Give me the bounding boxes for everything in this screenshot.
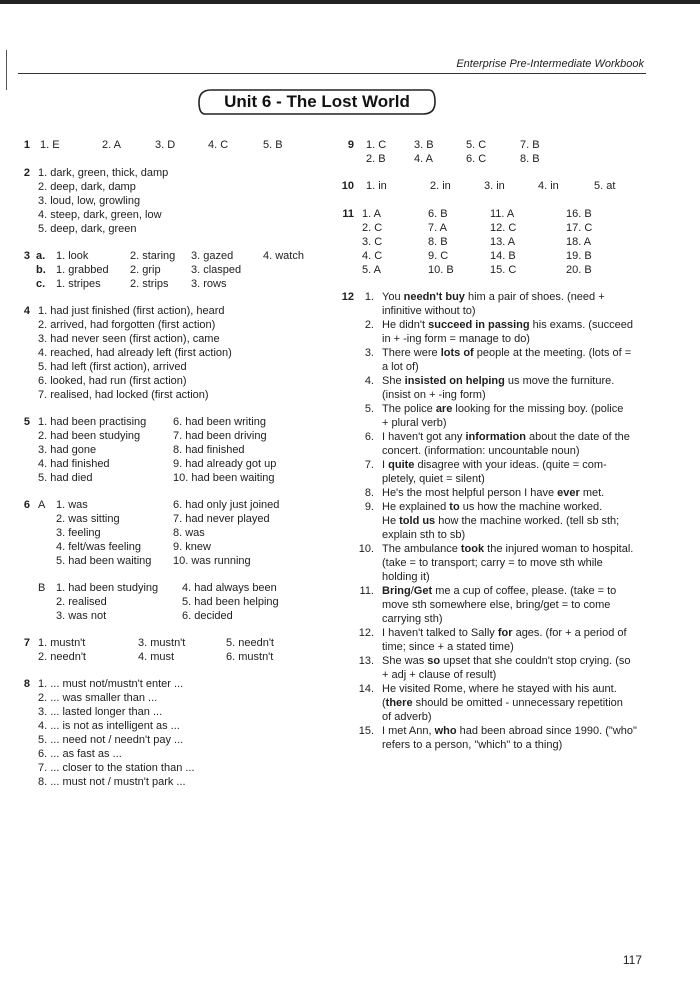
item-number: 4. (364, 375, 374, 387)
answer-item: 15. C (490, 264, 517, 276)
answer-text: move sth somewhere else, bring/get = to come (382, 599, 611, 611)
answer-item: 2. deep, dark, damp (38, 181, 136, 193)
answer-text: I met Ann, (382, 725, 435, 737)
answer-text: his exams. (succeed (529, 319, 633, 331)
answer-item: 18. A (566, 236, 592, 248)
answer-text: holding it) (382, 571, 430, 583)
answer-item: 1. had been practising (38, 416, 147, 428)
answer-item: 5. ... need not / needn't pay ... (38, 734, 184, 746)
answer-line (382, 361, 419, 374)
answer-item: 3. D (155, 139, 176, 151)
answer-text: / (410, 585, 414, 597)
answer-key-phrase: lots of (440, 347, 474, 359)
answer-item: 6. decided (182, 610, 233, 622)
answer-text: + adj + clause of result) (382, 669, 497, 681)
answer-item: 7. A (428, 222, 447, 234)
answer-text: He visited Rome, where he stayed with his aunt. (382, 683, 617, 695)
answer-item: 1. ... must not/mustn't enter ... (38, 678, 184, 690)
answer-line (382, 431, 630, 444)
answer-item: 16. B (566, 208, 592, 220)
answer-key-phrase: succeed in passing (428, 319, 530, 331)
answer-key-phrase: who (434, 725, 457, 737)
answer-line (382, 403, 623, 416)
answer-text: ( (382, 697, 386, 709)
answer-item: 1. had been studying (56, 582, 159, 594)
answer-item: 3. had gone (38, 444, 97, 456)
answer-text: carrying sth) (382, 613, 443, 625)
row-letter: a. (36, 250, 46, 262)
margin-mark (6, 50, 7, 90)
answer-item: 8. ... must not / mustn't park ... (38, 776, 186, 788)
answer-item: 19. B (566, 250, 592, 262)
answer-item: 2. needn't (38, 651, 86, 663)
answer-item: 2. realised (56, 596, 107, 608)
exercise-number: 1 (23, 139, 30, 151)
answer-item: 2. A (102, 139, 121, 151)
answer-text: met. (579, 487, 605, 499)
answer-item: 3. rows (191, 278, 227, 290)
answer-item: 5. deep, dark, green (38, 223, 137, 235)
answer-text: (take = to transport; carry = to move sth while (382, 557, 603, 569)
item-number: 2. (364, 319, 374, 331)
unit-title: Unit 6 - The Lost World (224, 92, 410, 111)
answer-line (382, 417, 447, 430)
answer-key-phrase: Bring (382, 585, 411, 597)
answer-item: 5. had left (first action), arrived (38, 361, 187, 373)
answer-text: He's the most helpful person I have (382, 487, 558, 499)
answer-item: 5. had been helping (182, 596, 279, 608)
answer-text: refers to a person, "which" to a thing) (382, 739, 563, 751)
answer-key-phrase: are (435, 403, 453, 415)
answer-text: He (382, 515, 400, 527)
answer-item: 7. had never played (173, 513, 270, 525)
answer-item: 5. A (362, 264, 381, 276)
answer-item: 1. had just finished (first action), heard (38, 305, 225, 317)
answer-item: 1. grabbed (56, 264, 109, 276)
answer-line (382, 445, 580, 458)
answer-item: 8. was (173, 527, 205, 539)
answer-line (382, 543, 633, 556)
answer-line (382, 333, 530, 346)
answer-text: time; since + a stated time) (382, 641, 514, 653)
item-number: 7. (364, 459, 374, 471)
answer-line (382, 473, 485, 486)
answer-line (382, 683, 617, 696)
answer-item: 13. A (490, 236, 516, 248)
answer-item: 8. had finished (173, 444, 245, 456)
exercise-number: 8 (23, 678, 30, 690)
answer-key-phrase: to (449, 501, 460, 513)
answer-text: him a pair of shoes. (need + (464, 291, 605, 303)
answer-key-phrase: for (497, 627, 513, 639)
answer-item: 10. B (428, 264, 454, 276)
answer-item: 9. had already got up (173, 458, 277, 470)
answer-text: looking for the missing boy. (police (452, 403, 624, 415)
answer-key-phrase: insisted on helping (404, 375, 505, 387)
exercise-number: 7 (23, 637, 30, 649)
answer-item: 2. grip (130, 264, 161, 276)
answer-item: 10. was running (173, 555, 251, 567)
answer-item: 2. arrived, had forgotten (first action) (38, 319, 216, 331)
answer-item: 6. ... as fast as ... (38, 748, 122, 760)
answer-item: 10. had been waiting (173, 472, 275, 484)
item-number: 11. (359, 585, 374, 597)
answer-item: 12. C (490, 222, 517, 234)
answer-item: 5. had been waiting (56, 555, 152, 567)
answer-line (382, 319, 633, 332)
answer-item: 6. had only just joined (173, 499, 280, 511)
answer-text: a lot of) (382, 361, 419, 373)
answer-text: in + -ing form = manage to do) (382, 333, 530, 345)
answer-text: how the machine worked. (tell sb sth; (435, 515, 620, 527)
answer-item: 6. mustn't (226, 651, 274, 663)
answer-text: us move the furniture. (504, 375, 615, 387)
answer-line (382, 655, 631, 668)
answer-item: 7. had been driving (173, 430, 267, 442)
answer-item: 6. looked, had run (first action) (38, 375, 187, 387)
answer-key-phrase: took (460, 543, 485, 555)
answer-line (382, 711, 432, 724)
answer-item: 4. must (138, 651, 175, 663)
answer-item: 2. ... was smaller than ... (38, 692, 158, 704)
answer-text: should be omitted - unnecessary repetition (412, 697, 623, 709)
answer-text: infinitive without to) (382, 305, 476, 317)
answer-line (382, 697, 623, 710)
part-label: A (38, 499, 46, 511)
answer-item: 2. C (362, 222, 383, 234)
answer-item: 8. B (428, 236, 448, 248)
answer-text: upset that she couldn't stop crying. (so (440, 655, 631, 667)
answer-item: 7. B (520, 139, 540, 151)
answer-line (382, 375, 614, 388)
answer-key-phrase: needn't buy (403, 291, 465, 303)
answer-line (382, 291, 605, 304)
answer-text: He didn't (382, 319, 429, 331)
exercise-number: 11 (342, 208, 354, 220)
answer-item: 3. feeling (56, 527, 101, 539)
answer-line (382, 725, 637, 738)
answer-item: 3. gazed (191, 250, 234, 262)
answer-text: She was (382, 655, 428, 667)
answer-item: 1. look (56, 250, 89, 262)
answer-item: 4. C (208, 139, 229, 151)
answer-key-phrase: so (427, 655, 441, 667)
answer-item: 1. C (366, 139, 387, 151)
part-label: B (38, 582, 46, 594)
book-title: Enterprise Pre-Intermediate Workbook (456, 58, 644, 70)
answer-item: 4. A (414, 153, 433, 165)
answer-item: 2. staring (130, 250, 176, 262)
answer-item: 3. B (414, 139, 434, 151)
answer-line (382, 627, 627, 640)
unit-title-box (197, 88, 437, 116)
item-number: 13. (358, 655, 374, 667)
answer-key-phrase: information (465, 431, 526, 443)
answer-item: 1. A (362, 208, 381, 220)
page-number: 117 (622, 953, 642, 967)
header-rule (18, 73, 646, 74)
answer-item: 8. B (520, 153, 540, 165)
answer-item: 4. ... is not as intelligent as ... (38, 720, 180, 732)
answer-text: concert. (information: uncountable noun) (382, 445, 580, 457)
answer-item: 4. reached, had already left (first action) (38, 347, 232, 359)
answer-text: She (382, 375, 405, 387)
answer-text: us how the machine worked. (459, 501, 603, 513)
exercise-number: 10 (341, 180, 354, 192)
answer-text: (insist on + -ing form) (382, 389, 486, 401)
answer-line (382, 501, 602, 514)
item-number: 3. (364, 347, 374, 359)
item-number: 8. (364, 487, 374, 499)
row-letter: c. (36, 278, 46, 290)
item-number: 1. (364, 291, 374, 303)
answer-line (382, 739, 562, 752)
answer-item: 7. ... closer to the station than ... (38, 762, 195, 774)
answer-item: 3. had never seen (first action), came (38, 333, 220, 345)
answer-item: 5. needn't (226, 637, 274, 649)
answer-line (382, 515, 619, 528)
exercise-number: 6 (23, 499, 30, 511)
answer-item: 1. was (56, 499, 88, 511)
answer-line (382, 347, 631, 360)
answer-item: 4. watch (263, 250, 304, 262)
answer-text: about the date of the (525, 431, 630, 443)
answer-item: 2. strips (130, 278, 169, 290)
answer-line (382, 557, 603, 570)
answer-text: The ambulance (382, 543, 461, 555)
item-number: 9. (364, 501, 374, 513)
exercise-number: 3 (23, 250, 30, 262)
answer-text: the injured woman to hospital. (484, 543, 634, 555)
answer-line (382, 305, 476, 318)
answer-line (382, 641, 514, 654)
item-number: 5. (364, 403, 374, 415)
answer-key-phrase: told us (399, 515, 436, 527)
answer-item: 6. had been writing (173, 416, 266, 428)
answer-text: explain sth to sb) (382, 529, 466, 541)
answer-key-phrase: Get (413, 585, 433, 597)
answer-line (382, 487, 604, 500)
answer-text: + plural verb) (382, 417, 447, 429)
answer-item: 4. had finished (38, 458, 110, 470)
answer-item: 2. in (430, 180, 451, 192)
item-number: 14. (358, 683, 374, 695)
answer-item: 4. steep, dark, green, low (38, 209, 162, 221)
answer-item: 9. C (428, 250, 449, 262)
answer-item: 3. clasped (191, 264, 242, 276)
answer-item: 3. in (484, 180, 505, 192)
top-border (0, 0, 700, 4)
answer-text: He explained (382, 501, 450, 513)
answer-item: 5. at (594, 180, 616, 192)
answer-item: 6. B (428, 208, 448, 220)
answer-item: 2. had been studying (38, 430, 141, 442)
row-letter: b. (36, 264, 46, 276)
exercise-number: 12 (341, 291, 354, 303)
answer-line (382, 613, 443, 626)
answer-line (382, 571, 430, 584)
answer-text: The police (382, 403, 436, 415)
answer-item: 1. dark, green, thick, damp (38, 167, 169, 179)
answer-item: 5. had died (38, 472, 93, 484)
answer-item: 3. ... lasted longer than ... (38, 706, 163, 718)
answer-item: 4. felt/was feeling (56, 541, 141, 553)
answer-text: I haven't talked to Sally (382, 627, 498, 639)
answer-item: 17. C (566, 222, 593, 234)
answer-line (382, 599, 610, 612)
answer-item: 1. E (40, 139, 60, 151)
item-number: 15. (358, 725, 374, 737)
answer-item: 20. B (566, 264, 592, 276)
answer-text: pletely, quiet = silent) (382, 473, 485, 485)
exercise-number: 4 (23, 305, 30, 317)
answer-text: people at the meeting. (lots of = (473, 347, 632, 359)
answer-key-phrase: ever (557, 487, 580, 499)
answer-line (382, 585, 616, 598)
answer-item: 9. knew (173, 541, 211, 553)
answer-item: 4. had always been (182, 582, 277, 594)
answer-item: 14. B (490, 250, 516, 262)
answer-item: 3. C (362, 236, 383, 248)
exercise-number: 9 (347, 139, 354, 151)
answer-item: 3. was not (56, 610, 107, 622)
answer-item: 2. was sitting (56, 513, 120, 525)
answer-key-phrase: there (385, 697, 413, 709)
answer-item: 1. mustn't (38, 637, 86, 649)
answer-item: 5. C (466, 139, 487, 151)
exercise-number: 5 (23, 416, 30, 428)
answer-text: had been abroad since 1990. ("who" (456, 725, 637, 737)
item-number: 10. (358, 543, 374, 555)
answer-item: 1. in (366, 180, 387, 192)
answer-item: 11. A (490, 208, 515, 220)
answer-line (382, 669, 496, 682)
item-number: 12. (358, 627, 374, 639)
answer-item: 4. in (538, 180, 559, 192)
answer-text: me a cup of coffee, please. (take = to (432, 585, 617, 597)
answer-text: disagree with your ideas. (quite = com- (414, 459, 607, 471)
answer-item: 4. C (362, 250, 383, 262)
answer-line (382, 389, 486, 402)
answer-item: 1. stripes (56, 278, 101, 290)
answer-line (382, 459, 607, 472)
answer-text: You (382, 291, 404, 303)
answer-item: 6. C (466, 153, 487, 165)
answer-key-phrase: quite (388, 459, 415, 471)
answer-text: of adverb) (382, 711, 432, 723)
answer-text: I (382, 459, 389, 471)
answer-text: I haven't got any (382, 431, 466, 443)
answer-item: 2. B (366, 153, 386, 165)
answer-item: 7. realised, had locked (first action) (38, 389, 209, 401)
item-number: 6. (364, 431, 374, 443)
answer-item: 5. B (263, 139, 283, 151)
answer-text: ages. (for + a period of (512, 627, 627, 639)
answer-item: 3. loud, low, growling (38, 195, 141, 207)
answer-line (382, 529, 465, 542)
answer-item: 3. mustn't (138, 637, 186, 649)
answer-text: There were (382, 347, 441, 359)
exercise-number: 2 (23, 167, 30, 179)
